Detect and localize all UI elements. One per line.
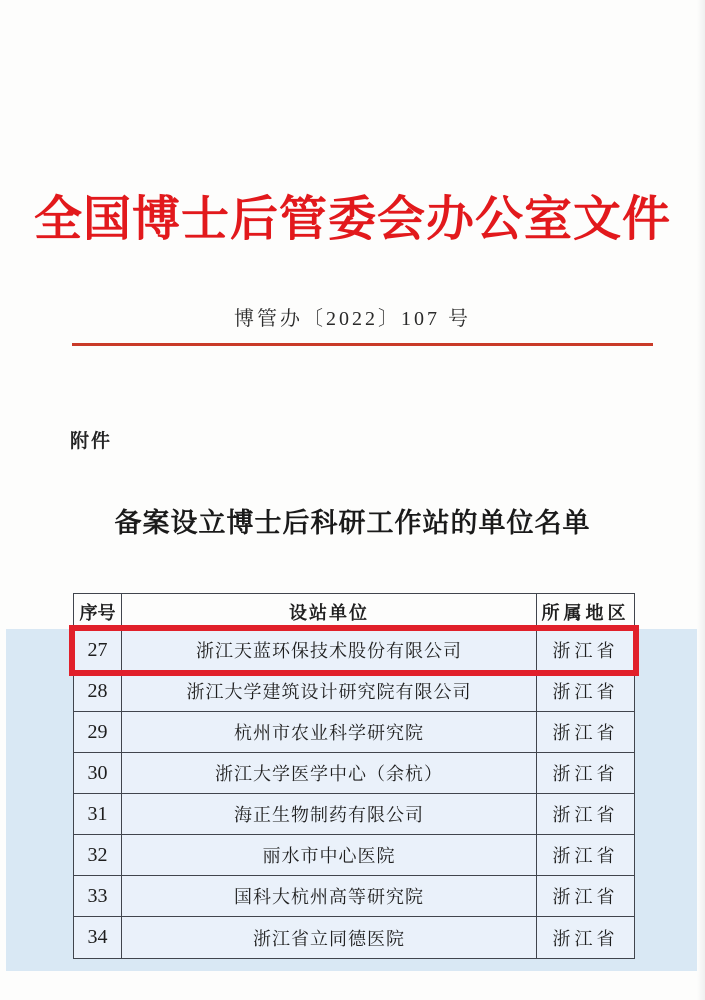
row-unit-name: 杭州市农业科学研究院 <box>122 712 537 753</box>
header-region: 所属地区 <box>537 594 634 630</box>
row-region: 浙江省 <box>537 753 634 794</box>
row-region: 浙江省 <box>537 712 634 753</box>
header-index: 序号 <box>74 594 122 630</box>
table-row <box>74 876 634 917</box>
row-index: 33 <box>74 876 122 917</box>
row-unit-name: 浙江大学建筑设计研究院有限公司 <box>122 671 537 712</box>
table-row <box>74 794 634 835</box>
row-region: 浙江省 <box>537 917 634 958</box>
table-row <box>74 753 634 794</box>
scan-edge-shadow <box>697 0 705 1000</box>
attachment-title: 备案设立博士后科研工作站的单位名单 <box>114 508 591 538</box>
row-unit-name: 浙江省立同德医院 <box>122 917 537 958</box>
row-index: 32 <box>74 835 122 876</box>
document-number: 博管办〔2022〕107 号 <box>234 308 471 330</box>
table-row <box>74 671 634 712</box>
row-region: 浙江省 <box>537 630 634 671</box>
row-index: 31 <box>74 794 122 835</box>
table-header-row <box>74 594 634 630</box>
row-region: 浙江省 <box>537 671 634 712</box>
row-index: 29 <box>74 712 122 753</box>
table-row <box>74 835 634 876</box>
document-org-title: 全国博士后管委会办公室文件 <box>33 193 671 246</box>
row-unit-name: 海正生物制药有限公司 <box>122 794 537 835</box>
header-unit: 设站单位 <box>122 594 537 630</box>
row-index: 28 <box>74 671 122 712</box>
units-table <box>73 593 635 959</box>
row-region: 浙江省 <box>537 876 634 917</box>
row-region: 浙江省 <box>537 794 634 835</box>
table-row <box>74 630 634 671</box>
row-index: 27 <box>74 630 122 671</box>
row-region: 浙江省 <box>537 835 634 876</box>
table-body <box>74 630 634 958</box>
table-row <box>74 917 634 958</box>
row-index: 30 <box>74 753 122 794</box>
row-unit-name: 国科大杭州高等研究院 <box>122 876 537 917</box>
table-row <box>74 712 634 753</box>
red-divider-rule <box>72 343 653 346</box>
row-unit-name: 浙江天蓝环保技术股份有限公司 <box>122 630 537 671</box>
row-index: 34 <box>74 917 122 958</box>
attachment-label: 附件 <box>70 431 113 452</box>
row-unit-name: 丽水市中心医院 <box>122 835 537 876</box>
row-unit-name: 浙江大学医学中心（余杭） <box>122 753 537 794</box>
